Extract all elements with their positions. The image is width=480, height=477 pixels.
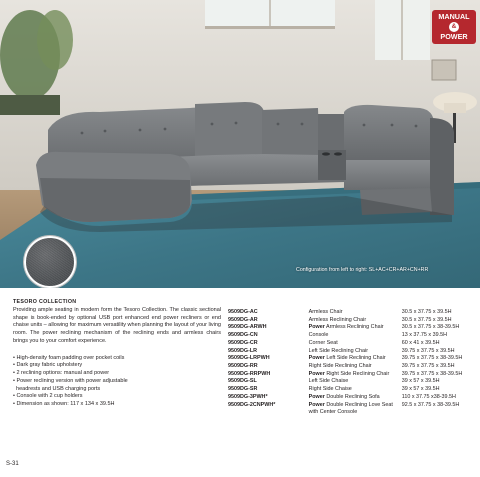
feature-item: • Dark gray fabric upholstery	[13, 362, 83, 369]
table-row	[228, 371, 480, 379]
item-spec-table	[228, 309, 480, 417]
item-dimensions	[402, 409, 480, 417]
item-sku: 9509DG-AR	[228, 316, 258, 323]
item-dimensions: 39.75 x 37.75 x 39.5H	[401, 347, 455, 354]
item-sku: 9509DG-CN	[228, 332, 258, 339]
table-row	[228, 340, 480, 348]
product-description-column	[13, 299, 221, 409]
badge-line-manual: MANUAL	[438, 12, 470, 21]
item-dimensions: 39.75 x 37.75 x 38-39.5H	[401, 355, 463, 362]
item-prefix: Power	[308, 324, 325, 331]
item-name-text: Left Side Reclining Chair	[308, 347, 368, 354]
item-name	[309, 355, 402, 363]
item-sku: 9509DG-3PWH*	[228, 393, 268, 400]
item-sku: 9509DG-SL	[228, 378, 257, 385]
item-dimensions: 92.5 x 37.75 x 38-39.5H	[401, 401, 460, 408]
badge-amp: &	[449, 22, 459, 32]
item-prefix: Power	[308, 393, 325, 400]
table-row	[228, 324, 480, 332]
item-dimensions: 39.75 x 37.75 x 38-39.5H	[401, 370, 463, 377]
item-prefix: Power	[308, 355, 325, 362]
item-name-text: with Center Console	[308, 409, 358, 416]
item-dimensions: 39 x 57 x 39.5H	[401, 378, 440, 385]
item-sku: 9509DG-ARWH	[228, 324, 267, 331]
feature-item: • Console with 2 cup holders	[13, 393, 83, 400]
item-name-text: Corner Seat	[308, 339, 338, 346]
item-name-text: Left Side Chaise	[308, 378, 349, 385]
collection-description: Providing ample seating in modern form the Tesoro Collection. The classic sectional shape is book-ended by optional USB port enhanced end power recliners or end chaise units – allowing for maximum versatility when planning the layout of your living room. The power reclining mechanism of the reclining ends and armless chairs brings you to your comfort experience.	[13, 306, 221, 344]
item-dimensions: 30.5 x 37.75 x 38-39.5H	[401, 324, 460, 331]
table-row	[228, 386, 480, 394]
item-sku: 9509DG-RR	[228, 363, 258, 370]
item-name	[309, 332, 402, 340]
item-sku: 9509DG-SR	[228, 386, 258, 393]
item-name-text: Right Side Reclining Chair	[324, 370, 390, 377]
item-dimensions: 30.5 x 37.75 x 39.5H	[401, 309, 452, 315]
item-sku: 9509DG-2CNPWH*	[228, 401, 276, 408]
item-sku: 9509DG-AC	[228, 309, 258, 315]
table-row	[228, 409, 480, 417]
item-name	[309, 309, 402, 317]
item-dimensions: 39.75 x 37.75 x 39.5H	[401, 363, 455, 370]
manual-power-badge	[432, 10, 476, 44]
item-name-text: Left Side Reclining Chair	[324, 355, 386, 362]
table-row	[228, 378, 480, 386]
item-name	[309, 317, 402, 325]
item-dimensions: 60 x 41 x 39.5H	[401, 339, 440, 346]
feature-list	[13, 355, 221, 409]
item-name	[309, 402, 402, 410]
item-name-text: Armless Reclining Chair	[308, 316, 367, 323]
table-row	[228, 309, 480, 317]
item-prefix: Power	[308, 370, 325, 377]
item-name	[309, 363, 402, 371]
feature-item: • Dimension as shown: 117 x 134 x 39.5H	[13, 401, 115, 407]
item-sku: 9509DG-CR	[228, 339, 258, 346]
item-name	[309, 386, 402, 394]
item-name	[309, 348, 402, 356]
item-name	[309, 324, 402, 332]
table-row	[228, 317, 480, 325]
table-row	[228, 363, 480, 371]
table-row	[228, 348, 480, 356]
item-name	[309, 371, 402, 379]
feature-item: • 2 reclining options: manual and power	[13, 370, 110, 376]
item-name	[309, 378, 402, 386]
feature-item: • Power reclining version with power adjustable	[13, 377, 128, 384]
item-prefix: Power	[308, 401, 325, 408]
item-name-text: Armless Reclining Chair	[324, 324, 384, 331]
table-row	[228, 355, 480, 363]
item-name-text: Double Reclining Sofa	[324, 393, 380, 400]
item-sku	[228, 409, 309, 417]
item-name-text: Right Side Reclining Chair	[308, 363, 372, 370]
item-dimensions: 30.5 x 37.75 x 39.5H	[401, 316, 452, 323]
table-row	[228, 332, 480, 340]
page-number: S-31	[6, 461, 19, 467]
table-row	[228, 402, 480, 410]
feature-item: headrests and USB charging ports	[13, 385, 101, 392]
item-sku: 9509DG-LR	[228, 347, 258, 354]
item-name	[309, 340, 402, 348]
configuration-caption: Configuration from left to right: SL+AC+CR+AR+CN+RR	[296, 267, 429, 273]
badge-line-power: POWER	[440, 32, 468, 41]
item-name	[309, 394, 402, 402]
item-name-text: Double Reclining Love Seat	[324, 401, 393, 408]
item-name-text: Right Side Chaise	[308, 386, 352, 393]
item-dimensions: 39 x 57 x 39.5H	[401, 386, 440, 393]
item-name-text: Armless Chair	[308, 309, 343, 315]
feature-item: • High-density foam padding over pocket coils	[13, 354, 125, 361]
item-name-text: Console	[308, 332, 329, 339]
item-dimensions: 110 x 37.75 x38-39.5H	[401, 393, 456, 400]
item-sku: 9509DG-RRPWH	[228, 370, 271, 377]
item-name	[309, 409, 402, 417]
item-sku: 9509DG-LRPWH	[228, 355, 270, 362]
collection-title: TESORO COLLECTION	[13, 299, 77, 305]
fabric-swatch	[24, 236, 76, 288]
table-row	[228, 394, 480, 402]
item-dimensions: 13 x 37.75 x 39.5H	[401, 332, 448, 339]
